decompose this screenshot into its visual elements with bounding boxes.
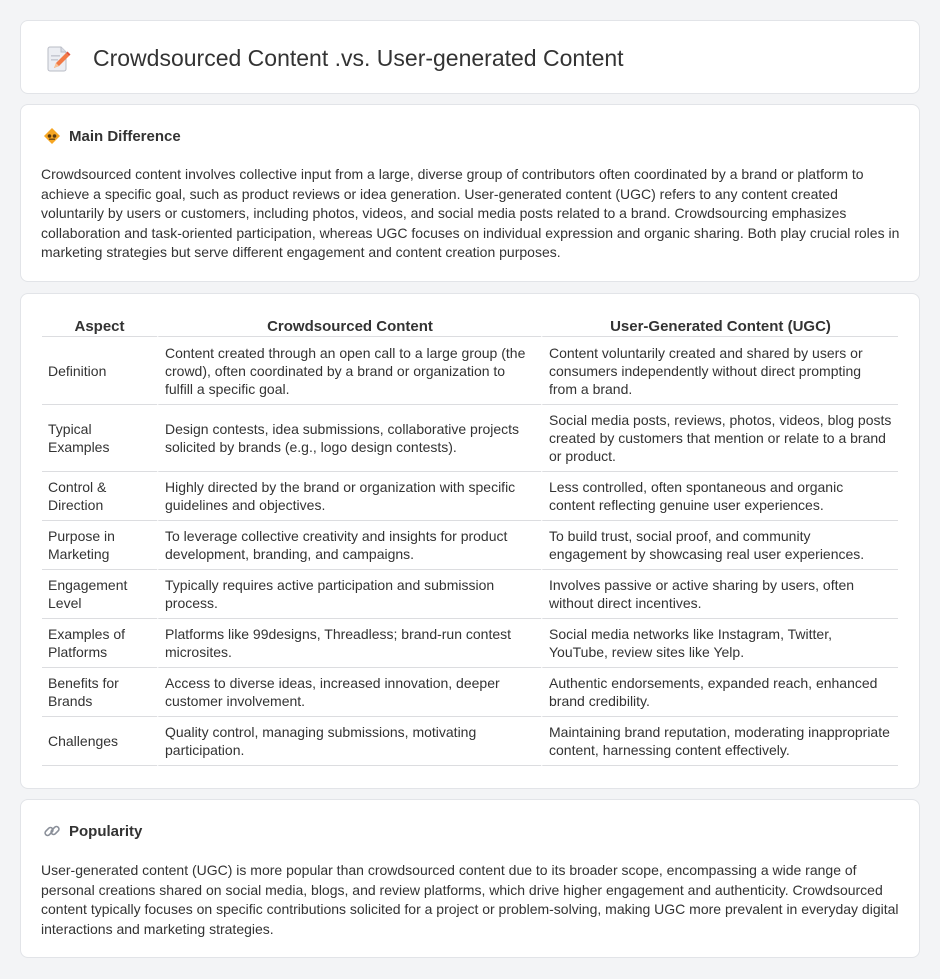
popularity-header — [43, 822, 142, 840]
crowdsourced-cell: To leverage collective creativity and insights for product development, branding, and campaigns. — [157, 521, 541, 570]
aspect-cell: Purpose in Marketing — [42, 521, 157, 570]
page-title: Crowdsourced Content .vs. User-generated Content — [93, 45, 624, 71]
aspect-cell: Examples of Platforms — [42, 619, 157, 668]
aspect-cell: Typical Examples — [42, 405, 157, 472]
crowdsourced-cell: Platforms like 99designs, Threadless; brand-run contest microsites. — [157, 619, 541, 668]
table-row — [42, 717, 898, 766]
main-difference-text: Crowdsourced content involves collective input from a large, diverse group of contributors often coordinated by a brand or platform to achieve a specific goal, such as product reviews or idea generation. User-generated content (UGC) refers to any content created voluntarily by users or customers, including photos, videos, and social media posts related to a brand. Crowdsourcing emphasizes collaboration and task-oriented participation, whereas UGC focuses on individual expression and organic sharing. Both play crucial roles in marketing strategies but serve different engagement and content creation purposes. — [41, 166, 900, 261]
ugc-cell: Social media networks like Instagram, Twitter, YouTube, review sites like Yelp. — [541, 619, 898, 668]
table-row — [42, 337, 898, 405]
crowdsourced-cell: Typically requires active participation and submission process. — [157, 570, 541, 619]
title-row — [47, 45, 624, 72]
popularity-title: Popularity — [69, 822, 143, 840]
table-row — [42, 472, 898, 521]
table-row — [42, 521, 898, 570]
comparison-card — [20, 293, 920, 789]
crowdsourced-cell: Highly directed by the brand or organization with specific guidelines and objectives. — [157, 472, 541, 521]
ugc-cell: Authentic endorsements, expanded reach, enhanced brand credibility. — [541, 668, 898, 717]
main-difference-header — [43, 127, 181, 145]
crowdsourced-cell: Content created through an open call to a large group (the crowd), often coordinated by a brand or organization to fulfill a specific goal. — [157, 337, 541, 405]
ugc-cell: Content voluntarily created and shared by users or consumers independently without direct prompting from a brand. — [541, 337, 898, 405]
table-row — [42, 405, 898, 472]
table-header-row — [42, 318, 898, 337]
header-ugc: User-Generated Content (UGC) — [541, 318, 898, 337]
ugc-cell: Social media posts, reviews, photos, videos, blog posts created by customers that mention or relate to a brand or product. — [541, 405, 898, 472]
main-difference-title: Main Difference — [69, 127, 181, 145]
compare-badge-icon — [43, 127, 61, 145]
aspect-cell: Definition — [42, 337, 157, 405]
crowdsourced-cell: Access to diverse ideas, increased innovation, deeper customer involvement. — [157, 668, 541, 717]
table-row — [42, 668, 898, 717]
ugc-cell: Maintaining brand reputation, moderating inappropriate content, harnessing content effectively. — [541, 717, 898, 766]
aspect-cell: Benefits for Brands — [42, 668, 157, 717]
aspect-cell: Engagement Level — [42, 570, 157, 619]
popularity-text: User-generated content (UGC) is more popular than crowdsourced content due to its broader scope, encompassing a wide range of personal creations shared on social media, blogs, and review platforms, which drive higher engagement and authenticity. Crowdsourced content typically focuses on specific contributions solicited for a project or problem-solving, making UGC more prevalent in everyday digital interactions and marketing strategies. — [41, 862, 899, 937]
main-difference-card — [20, 104, 920, 282]
ugc-cell: To build trust, social proof, and community engagement by showcasing real user experiences. — [541, 521, 898, 570]
table-row — [42, 570, 898, 619]
crowdsourced-cell: Quality control, managing submissions, motivating participation. — [157, 717, 541, 766]
ugc-cell: Involves passive or active sharing by users, often without direct incentives. — [541, 570, 898, 619]
popularity-card — [20, 799, 920, 958]
ugc-cell: Less controlled, often spontaneous and organic content reflecting genuine user experiences. — [541, 472, 898, 521]
header-crowdsourced: Crowdsourced Content — [157, 318, 541, 337]
comparison-table — [42, 318, 898, 766]
link-icon — [43, 822, 61, 840]
table-row — [42, 619, 898, 668]
aspect-cell: Control & Direction — [42, 472, 157, 521]
aspect-cell: Challenges — [42, 717, 157, 766]
document-pencil-icon — [47, 46, 71, 72]
crowdsourced-cell: Design contests, idea submissions, collaborative projects solicited by brands (e.g., logo design contests). — [157, 405, 541, 472]
title-card — [20, 20, 920, 94]
header-aspect: Aspect — [42, 318, 157, 337]
